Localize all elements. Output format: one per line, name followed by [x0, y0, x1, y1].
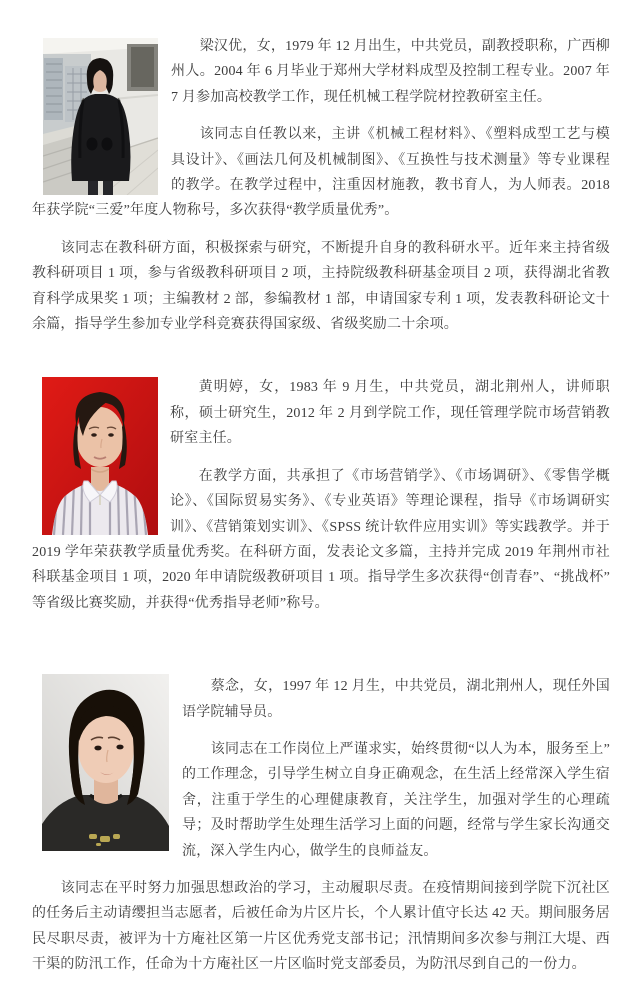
bio-paragraph: 该同志在教科研方面，积极探索与研究，不断提升自身的教科研水平。近年来主持省级教科研项目 1 项，参与省级教科研项目 2 项，主持院级教科研基金项目 2 项，获得湖北省教育科学成果奖 1 项；主编教材 2 部，参编教材 1 部，申请国家专利 1 项，发表教科研论文十余篇，指导学生参加专业学科竞赛获得国家级、省级奖励二十余项。	[32, 240, 610, 333]
bio-paragraph: 蔡念，女，1997 年 12 月生，中共党员，湖北荆州人，现任外国语学院辅导员。	[182, 679, 610, 720]
red-id-photo-graphic	[42, 377, 158, 535]
bio-section-liang-hanyou	[32, 34, 610, 349]
photo-cai-nian	[42, 674, 169, 851]
bio-paragraph: 黄明婷，女，1983 年 9 月生，中共党员，湖北荆州人，讲师职称，硕士研究生，2012 年 2 月到学院工作，现任管理学院市场营销教研室主任。	[170, 380, 610, 447]
photo-huang-mingting	[42, 377, 158, 535]
bio-paragraph: 该同志在工作岗位上严谨求实，始终贯彻“以人为本，服务至上”的工作理念，引导学生树立自身正确观念，在生活上经常深入学生宿舍，注重于学生的心理健康教育，关注学生，加强对学生的心理疏导；及时帮助学生处理生活学习上面的问题，经常与学生家长沟通交流，深入学生内心，做学生的良师益友。	[182, 741, 610, 859]
photo-liang-hanyou	[43, 38, 158, 195]
gray-portrait-photo-graphic	[42, 674, 169, 851]
bio-section-huang-mingting	[32, 375, 610, 628]
bio-paragraph: 在教学方面，共承担了《市场营销学》、《市场调研》、《零售学概论》、《国际贸易实务》、《专业英语》等理论课程，指导《市场调研实训》、《营销策划实训》、《SPSS 统计软件应用实训》等实践教学。并于 2019 学年荣获教学质量优秀奖。在科研方面，发表论文多篇，主持并完成 2019 年荆州市社科联基金项目 1 项，2020 年申请院级教研项目 1 项。指导学生多次获得“创青春”、“挑战杯”等省级比赛奖励，并获得“优秀指导老师”称号。	[32, 468, 610, 611]
bio-paragraph: 该同志在平时努力加强思想政治的学习，主动履职尽责。在疫情期间接到学院下沉社区的任务后主动请缨担当志愿者，后被任命为片区片长，个人累计值守长达 42 天。期间服务居民尽职尽责，被评为十方庵社区第一片区优秀党支部书记；汛情期间多次参与荆江大堤、西干渠的防汛工作，任命为十方庵社区一片区临时党支部委员，为防汛尽到自己的一份力。	[32, 880, 610, 973]
bio-section-cai-nian	[32, 674, 610, 985]
bio-paragraph: 梁汉优，女，1979 年 12 月出生，中共党员，副教授职称，广西柳州人。2004 年 6 月毕业于郑州大学材料成型及控制工程专业。2007 年 7 月参加高校教学工作，现任机械工程学院材控教研室主任。	[171, 39, 610, 105]
corridor-photo-graphic	[43, 38, 158, 195]
bio-paragraph: 该同志自任教以来，主讲《机械工程材料》、《塑料成型工艺与模具设计》、《画法几何及机械制图》、《互换性与技术测量》等专业课程的教学。在教学过程中，注重因材施教，教书育人，为人师表。2018 年获学院“三爱”年度人物称号，多次获得“教学质量优秀”。	[32, 127, 610, 219]
